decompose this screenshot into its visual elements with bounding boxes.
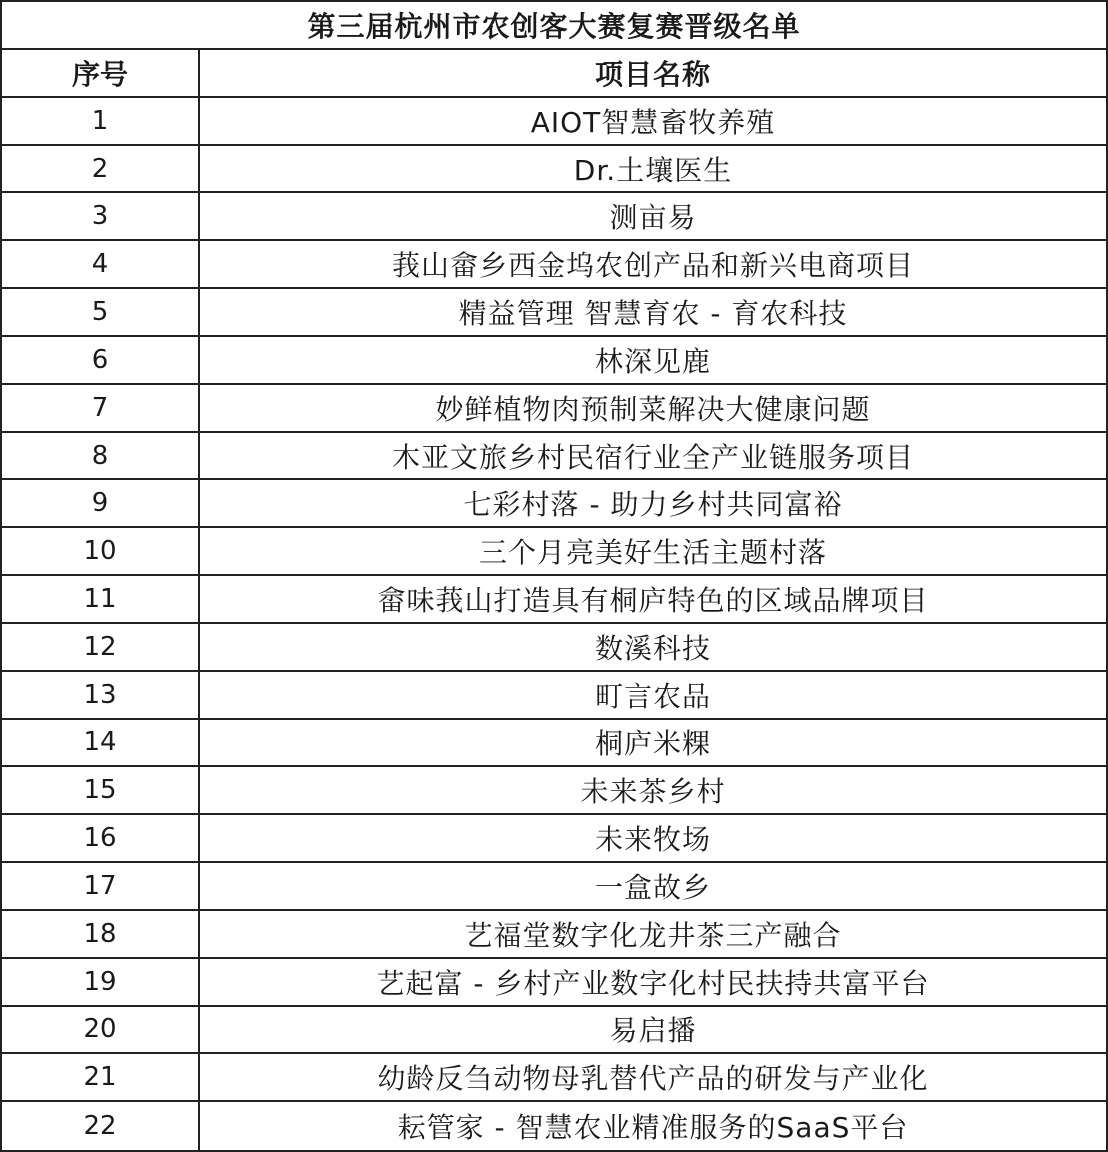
table-row: [2, 863, 1106, 911]
project-name-cell: 木亚文旅乡村民宿行业全产业链服务项目: [391, 440, 914, 474]
serial-number-cell: 14: [2, 720, 200, 766]
project-name-cell: 三个月亮美好生活主题村落: [478, 536, 827, 570]
table-row: [2, 815, 1106, 863]
table-row: [2, 289, 1106, 337]
table-row: [2, 433, 1106, 481]
project-name-cell: 幼龄反刍动物母乳替代产品的研发与产业化: [377, 1062, 929, 1096]
project-name-cell: 未来茶乡村: [580, 775, 726, 809]
project-name-cell: 未来牧场: [594, 823, 711, 857]
serial-number-cell: 12: [2, 624, 200, 670]
serial-number-cell: 15: [2, 767, 200, 813]
table-row: [2, 911, 1106, 959]
table-row: [2, 528, 1106, 576]
serial-number-cell: 19: [2, 959, 200, 1005]
table-row: [2, 385, 1106, 433]
project-name-cell: 町言农品: [594, 679, 711, 713]
project-name-cell: 桐庐米粿: [594, 727, 711, 761]
project-name-cell: 林深见鹿: [594, 344, 711, 378]
header-serial-number: 序号: [2, 50, 200, 96]
project-name-cell: 一盒故乡: [594, 870, 711, 904]
project-name-cell: 莪山畲乡西金坞农创产品和新兴电商项目: [391, 249, 914, 283]
table-row: [2, 720, 1106, 768]
serial-number-cell: 1: [2, 98, 200, 144]
table-row: [2, 672, 1106, 720]
project-name-cell: 艺福堂数字化龙井茶三产融合: [464, 918, 842, 952]
table-row: [2, 146, 1106, 194]
project-name-cell: AIOT智慧畜牧养殖: [530, 105, 776, 139]
table-row: [2, 1007, 1106, 1055]
serial-number-cell: 6: [2, 337, 200, 383]
serial-number-cell: 21: [2, 1054, 200, 1100]
serial-number-cell: 4: [2, 241, 200, 287]
serial-number-cell: 8: [2, 433, 200, 479]
project-name-cell: 艺起富 - 乡村产业数字化村民扶持共富平台: [376, 966, 930, 1000]
table-row: [2, 1102, 1106, 1150]
serial-number-cell: 9: [2, 480, 200, 526]
table-row: [2, 624, 1106, 672]
table-row: [2, 480, 1106, 528]
project-name-cell: 数溪科技: [594, 631, 711, 665]
serial-number-cell: 18: [2, 911, 200, 957]
serial-number-cell: 20: [2, 1007, 200, 1053]
serial-number-cell: 16: [2, 815, 200, 861]
table-row: [2, 98, 1106, 146]
table-row: [2, 767, 1106, 815]
serial-number-cell: 10: [2, 528, 200, 574]
table-row: [2, 959, 1106, 1007]
serial-number-cell: 22: [2, 1102, 200, 1150]
serial-number-cell: 11: [2, 576, 200, 622]
serial-number-cell: 17: [2, 863, 200, 909]
table-row: [2, 241, 1106, 289]
project-name-cell: 七彩村落 - 助力乡村共同富裕: [463, 488, 843, 522]
project-name-cell: 畲味莪山打造具有桐庐特色的区域品牌项目: [377, 583, 929, 617]
table-row: [2, 576, 1106, 624]
serial-number-cell: 2: [2, 146, 200, 192]
project-name-cell: 妙鲜植物肉预制菜解决大健康问题: [435, 392, 871, 426]
table-row: [2, 193, 1106, 241]
table-title: 第三届杭州市农创客大赛复赛晋级名单: [2, 2, 1106, 50]
table-row: [2, 1054, 1106, 1102]
project-name-cell: 测亩易: [609, 201, 697, 235]
header-row: [2, 50, 1106, 98]
project-name-cell: 精益管理 智慧育农 - 育农科技: [458, 297, 848, 331]
serial-number-cell: 13: [2, 672, 200, 718]
serial-number-cell: 5: [2, 289, 200, 335]
header-project-name: 项目名称: [594, 57, 711, 91]
project-name-cell: 耘管家 - 智慧农业精准服务的SaaS平台: [397, 1111, 909, 1145]
serial-number-cell: 7: [2, 385, 200, 431]
project-name-cell: 易启播: [609, 1014, 697, 1048]
project-name-cell: Dr.土壤医生: [573, 153, 733, 187]
table-row: [2, 337, 1106, 385]
serial-number-cell: 3: [2, 193, 200, 239]
